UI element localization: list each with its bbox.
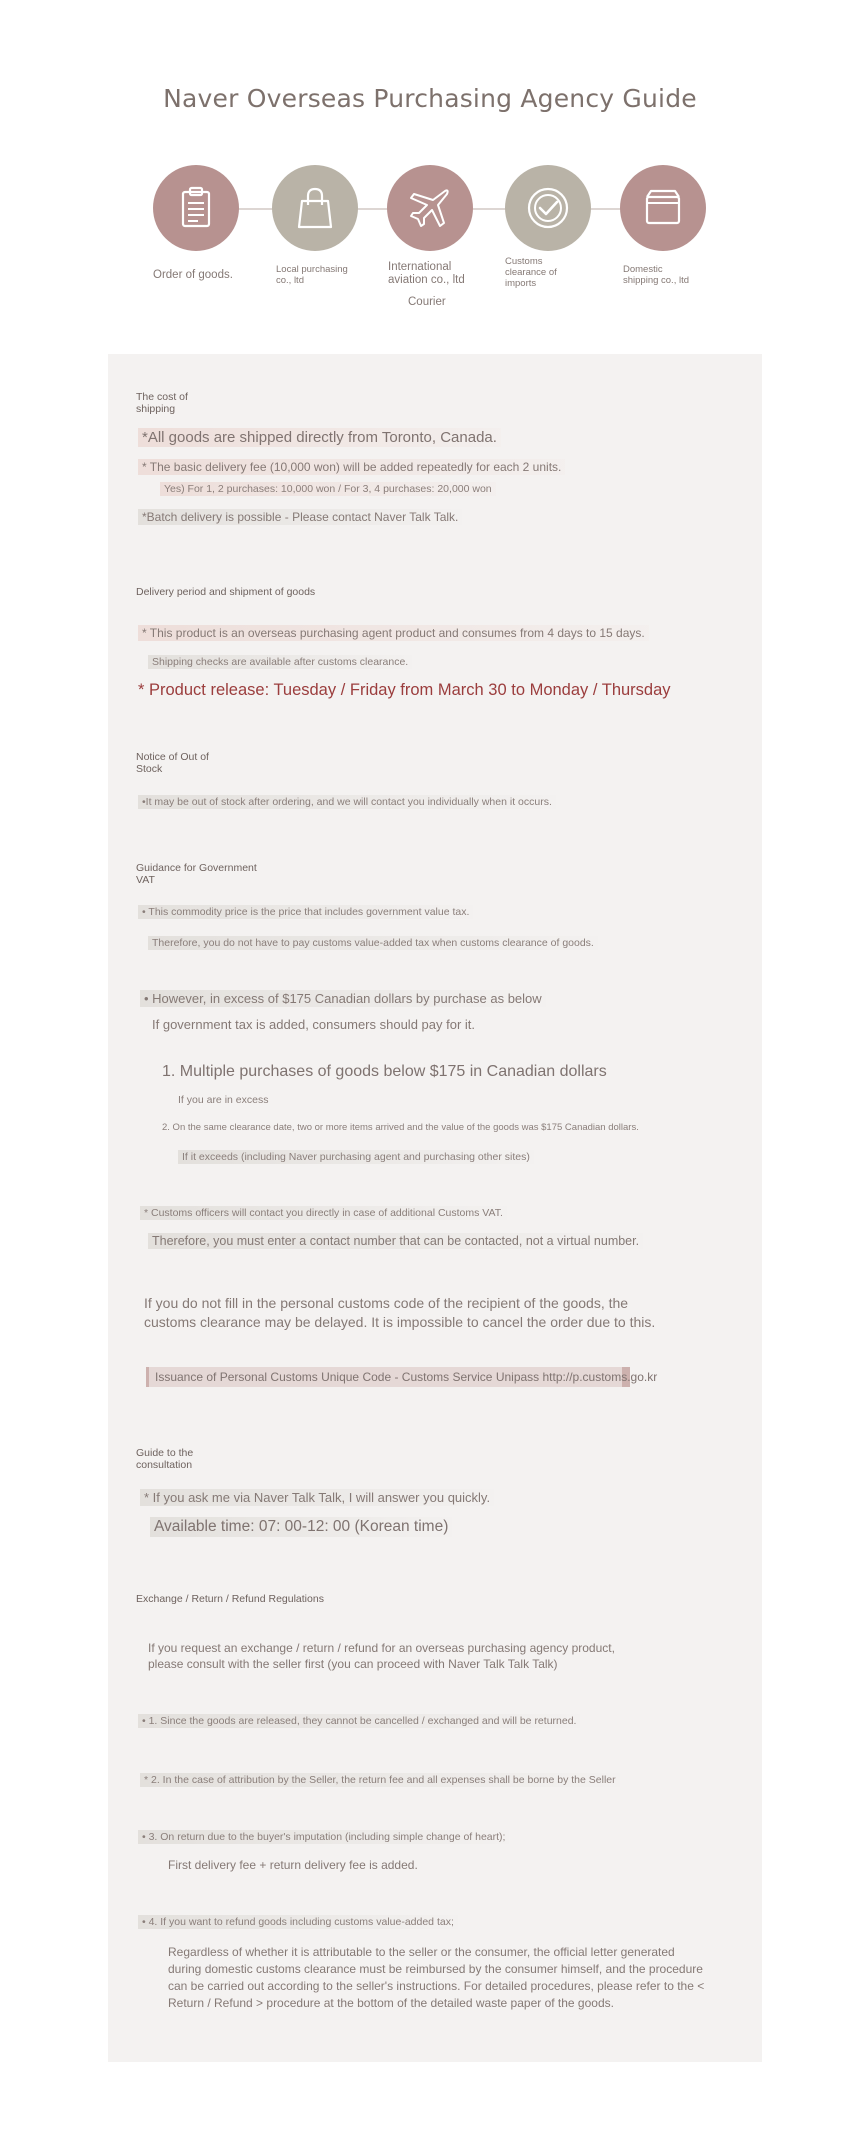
vat-line-2: Therefore, you do not have to pay customs value-added tax when customs clearance of goods. <box>148 936 598 950</box>
step-order <box>153 165 239 251</box>
shipping-line-3: Yes) For 1, 2 purchases: 10,000 won / For 3, 4 purchases: 20,000 won <box>160 482 496 496</box>
delivery-heading: Delivery period and shipment of goods <box>136 586 316 598</box>
step-label-aviation: International aviation co., ltd <box>388 261 465 286</box>
stock-heading: Notice of Out of Stock <box>136 751 209 775</box>
step-label-domestic: Domestic shipping co., ltd <box>623 264 690 286</box>
step-international-aviation <box>387 165 473 251</box>
step-label-local: Local purchasing co., ltd <box>276 264 348 286</box>
vat-line-7: 2. On the same clearance date, two or more items arrived and the value of the goods was $175 Canadian dollars. <box>162 1122 639 1133</box>
step-domestic-shipping <box>620 165 706 251</box>
checkmark-badge-icon <box>523 183 573 233</box>
airplane-icon <box>405 183 455 233</box>
delivery-line-1: * This product is an overseas purchasing agent product and consumes from 4 days to 15 days. <box>138 625 649 641</box>
step-label-customs: Customs clearance of imports <box>505 256 557 289</box>
shopping-bag-icon <box>290 183 340 233</box>
clipboard-icon <box>171 183 221 233</box>
customs-code-link[interactable]: Issuance of Personal Customs Unique Code - Customs Service Unipass http://p.customs.go.kr <box>146 1367 630 1387</box>
vat-line-1: • This commodity price is the price that includes government value tax. <box>138 905 473 919</box>
step-label-order: Order of goods. <box>153 269 233 281</box>
step-customs-clearance <box>505 165 591 251</box>
vat-line-10: Therefore, you must enter a contact number that can be contacted, not a virtual number. <box>148 1233 643 1249</box>
vat-line-9: * Customs officers will contact you directly in case of additional Customs VAT. <box>140 1206 507 1220</box>
refund-line-1: If you request an exchange / return / refund for an overseas purchasing agency product, please consult with the seller first (you can proceed with Naver Talk Talk Talk) <box>148 1641 615 1671</box>
vat-line-8: If it exceeds (including Naver purchasing agent and purchasing other sites) <box>178 1150 534 1164</box>
delivery-line-2: Shipping checks are available after customs clearance. <box>148 655 412 669</box>
refund-line-3: * 2. In the case of attribution by the Seller, the return fee and all expenses shall be borne by the Seller <box>140 1773 620 1787</box>
box-icon <box>638 183 688 233</box>
refund-heading: Exchange / Return / Refund Regulations <box>136 1593 324 1605</box>
shipping-line-2: * The basic delivery fee (10,000 won) will be added repeatedly for each 2 units. <box>138 459 565 475</box>
delivery-release-notice: * Product release: Tuesday / Friday from March 30 to Monday / Thursday <box>138 681 671 699</box>
refund-line-2: • 1. Since the goods are released, they cannot be cancelled / exchanged and will be returned. <box>138 1714 580 1728</box>
consult-heading: Guide to the consultation <box>136 1447 194 1471</box>
step-sublabel-courier: Courier <box>408 296 446 308</box>
refund-line-6: • 4. If you want to refund goods including customs value-added tax; <box>138 1915 458 1929</box>
step-local-purchasing <box>272 165 358 251</box>
consult-line-2: Available time: 07: 00-12: 00 (Korean time) <box>150 1517 452 1537</box>
stock-line-1: •It may be out of stock after ordering, and we will contact you individually when it occurs. <box>138 795 556 809</box>
page-title: Naver Overseas Purchasing Agency Guide <box>163 84 697 113</box>
vat-line-4: If government tax is added, consumers should pay for it. <box>152 1017 476 1032</box>
consult-line-1: * If you ask me via Naver Talk Talk, I will answer you quickly. <box>140 1489 494 1506</box>
shipping-line-1: *All goods are shipped directly from Toronto, Canada. <box>138 428 501 447</box>
vat-line-3: • However, in excess of $175 Canadian dollars by purchase as below <box>140 990 546 1007</box>
vat-line-6: If you are in excess <box>178 1094 269 1106</box>
refund-line-4: • 3. On return due to the buyer's imputation (including simple change of heart); <box>138 1830 509 1844</box>
refund-line-7: Regardless of whether it is attributable to the seller or the consumer, the official letter generated during domestic customs clearance must be reimbursed by the consumer himself, and the procedure can be carried out according to the seller's instructions. For detailed procedures, please refer to the < Return / Refund > procedure at the bottom of the detailed waste paper of the goods. <box>168 1945 705 2010</box>
shipping-heading: The cost of shipping <box>136 391 188 415</box>
shipping-line-4: *Batch delivery is possible - Please contact Naver Talk Talk. <box>138 509 462 525</box>
vat-line-11: If you do not fill in the personal customs code of the recipient of the goods, the customs clearance may be delayed. It is impossible to cancel the order due to this. <box>144 1295 656 1330</box>
vat-line-5: 1. Multiple purchases of goods below $175 in Canadian dollars <box>162 1063 607 1080</box>
vat-heading: Guidance for Government VAT <box>136 862 257 886</box>
refund-line-5: First delivery fee + return delivery fee is added. <box>168 1858 418 1872</box>
